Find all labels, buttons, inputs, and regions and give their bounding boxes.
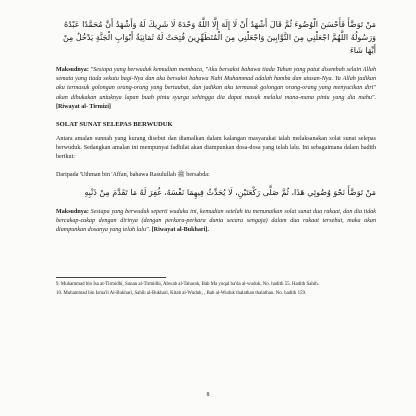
arabic-hadith-wuduk-doa: مَنْ تَوَضَّأَ فَأَحْسَنَ الْوُضُوءَ ثُمَّ قَالَ أَشْهَدُ أَنْ لَا إِلَهَ إِلَّا اللَّهُ وَحْدَهُ لَا شَرِيكَ لَهُ وَأَشْهَدُ أَنَّ مُحَمَّدًا عَبْدُهُ وَرَسُولُهُ اللَّهُمَّ اجْعَلْنِي مِنَ التَّوَّابِينَ وَاجْعَلْنِي مِنَ الْمُتَطَهِّرِينَ فُتِحَتْ لَهُ ثَمَانِيَةُ أَبْوَابِ الْجَنَّةِ يَدْخُلُ مِنْ أَيِّهَا شَاءَ xyxy=(62,20,376,55)
maksud-label: Maksudnya: xyxy=(56,67,89,73)
footnote: 9. Muhammad bin Isa at-Tirmidhi, Sunan al-Tirmidhi, Abwab al-Taharah, Bab Ma yuqal ba'da al-wuduk, No. hadith 55. Hadith Sahih. xyxy=(56,282,319,288)
page-body xyxy=(56,18,376,297)
translation-text: Sesiapa yang berwuduk seperti wuduku ini, kemudian setelah itu menunaikan solat sunat dua rakaat, dan dia tidak bercakap-cakap dengan dirinya (dengan perkara-perkara dunia secara sengaja) dalam dua rakaat tersebut, maka akan diampunkan dosanya yang telah lalu". xyxy=(56,208,376,234)
hadith-reference: [Riwayat al-Bukhari]. xyxy=(150,227,209,234)
footnote: 10. Muhammad bin Isma'il Al-Bukhari, Sahih al-Bukhari, Kitab al-Wuduk, , Bab al-Wuduk thalathan thalathan. No. hadith 159. xyxy=(56,291,307,297)
footnotes xyxy=(56,277,376,297)
arabic-hadith-solat-sunat: مَنْ تَوَضَّأَ نَحْوَ وُضُوئِي هَذَا، ثُمَّ صَلَّى رَكْعَتَيْنِ، لَا يُحَدِّثُ فِيهِمَا نَفْسَهُ، غُفِرَ لَهُ مَا تَقَدَّمَ مِنْ ذَنْبِهِ xyxy=(84,187,376,197)
narration-line: Daripada 'Uthman bin 'Affan, bahawa Rasulullah ﷺ bersabda: xyxy=(56,171,210,178)
maksud-label: Maksudnya: xyxy=(56,208,89,215)
translation-paragraph-1 xyxy=(56,66,376,112)
translation-text: "Sesiapa yang berwuduk kemudian membaca, "Aku bersaksi bahawa tiada Tuhan yang patut disembah selain Allah semata yang tiada sekutu bagi-Nya dan aku bersaksi bahawa Nabi Muhammad adalah hamba dan utusan-Nya. Ya Allah jadikan aku termasuk golongan orang-orang yang bertaubat, dan jadikan aku termasuk golongan orang-orang yang menyucikan diri" akan dibukakan untuknya lapan buah pintu syurga sehingga dia dapat masuk melalui mana-mana pintu yang dia mahu". xyxy=(56,67,376,101)
footnote-divider xyxy=(56,277,166,278)
page-number: 8 xyxy=(206,392,210,398)
translation-paragraph-2 xyxy=(56,208,376,236)
section-heading: SOLAT SUNAT SELEPAS BERWUDUK xyxy=(56,121,173,129)
hadith-reference: [Riwayat al- Tirmizi] xyxy=(56,103,111,110)
intro-paragraph: Antara amalan sunnah yang kurang disebut dan diamalkan dalam kalangan masyarakat ialah melaksanakan solat sunat selepas berwuduk. Sedangkan amalan ini mempunyai fadhilat akan diampunkan dosa-dosa yang telah lalu. Ini sebagaimana dalam hadith berikut: xyxy=(56,136,376,161)
